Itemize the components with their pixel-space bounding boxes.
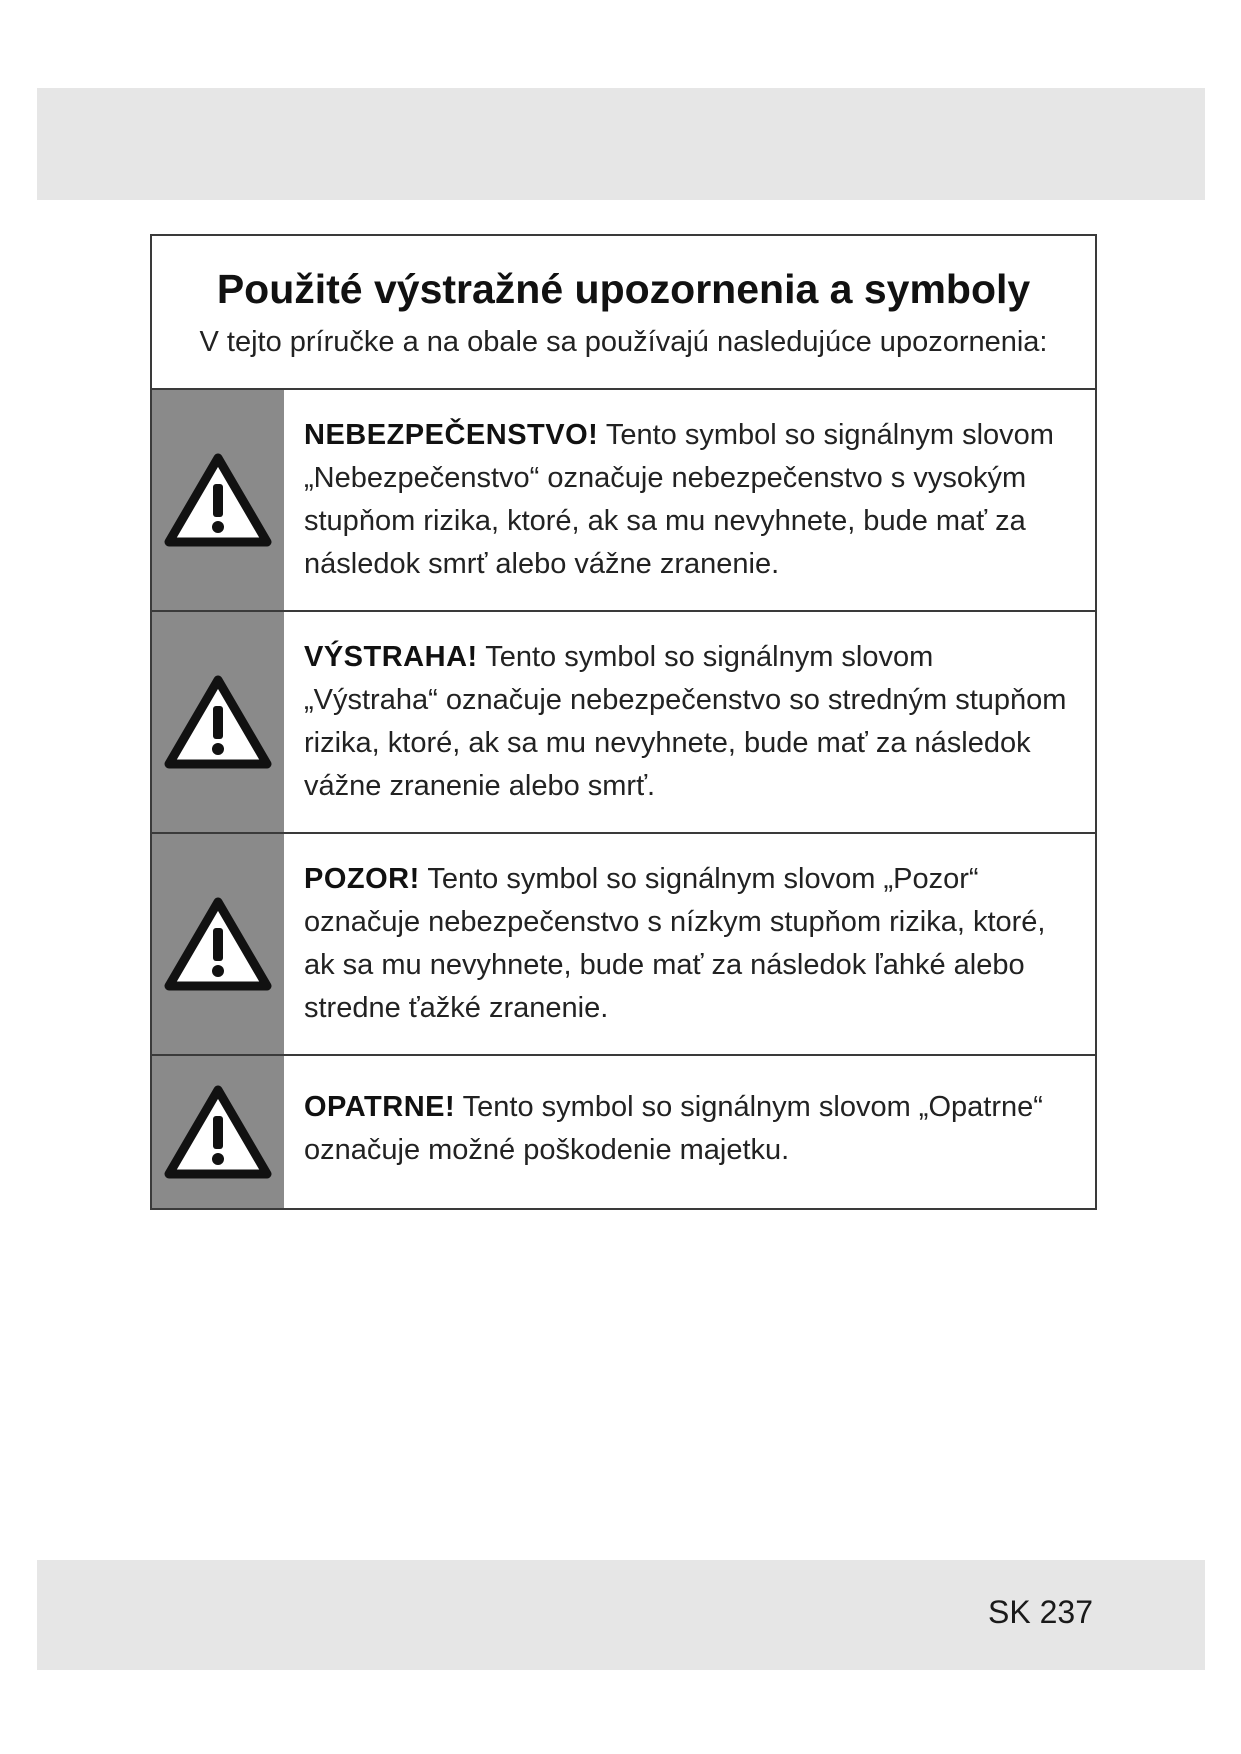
warning-triangle-icon [164,452,272,548]
warning-description: Tento symbol so signálnym slovom „Nebezpečenstvo“ označuje nebezpečenstvo s vysokým stupňom rizika, ktoré, ak sa mu nevyhnete, bude mať za následok smrť alebo vážne zranenie. [304,419,1054,580]
warning-icon-cell [152,1056,284,1208]
warning-row-warning [152,612,1095,834]
page-number: SK 237 [988,1594,1093,1630]
signal-word: POZOR! [304,863,420,895]
warning-description: Tento symbol so signálnym slovom „Pozor“ označuje nebezpečenstvo s nízkym stupňom rizika, ktoré, ak sa mu nevyhnete, bude mať za následok ľahké alebo stredne ťažké zranenie. [304,863,1046,1024]
warnings-box-header [152,236,1095,390]
signal-word: NEBEZPEČENSTVO! [304,419,599,451]
warning-icon-cell [152,834,284,1054]
warnings-box [150,234,1097,1210]
warning-triangle-icon [164,1084,272,1180]
warning-row-caution [152,834,1095,1056]
signal-word: VÝSTRAHA! [304,641,478,673]
warning-icon-cell [152,612,284,832]
warning-triangle-icon [164,896,272,992]
warning-text [284,834,1095,1054]
page-header-band [37,88,1205,200]
warning-row-danger [152,390,1095,612]
warning-icon-cell [152,390,284,610]
warning-row-notice [152,1056,1095,1208]
warning-description: Tento symbol so signálnym slovom „Výstraha“ označuje nebezpečenstvo so stredným stupňom rizika, ktoré, ak sa mu nevyhnete, bude mať za následok vážne zranenie alebo smrť. [304,641,1067,802]
signal-word: OPATRNE! [304,1091,456,1123]
warning-text [284,390,1095,610]
warning-text [284,612,1095,832]
section-title: Použité výstražné upozornenia a symboly [216,266,1031,312]
warning-text [284,1056,1095,1208]
warning-triangle-icon [164,674,272,770]
warning-description: Tento symbol so signálnym slovom „Opatrne“ označuje možné poškodenie majetku. [304,1091,1043,1166]
section-subtitle: V tejto príručke a na obale sa používajú nasledujúce upozornenia: [199,326,1048,358]
